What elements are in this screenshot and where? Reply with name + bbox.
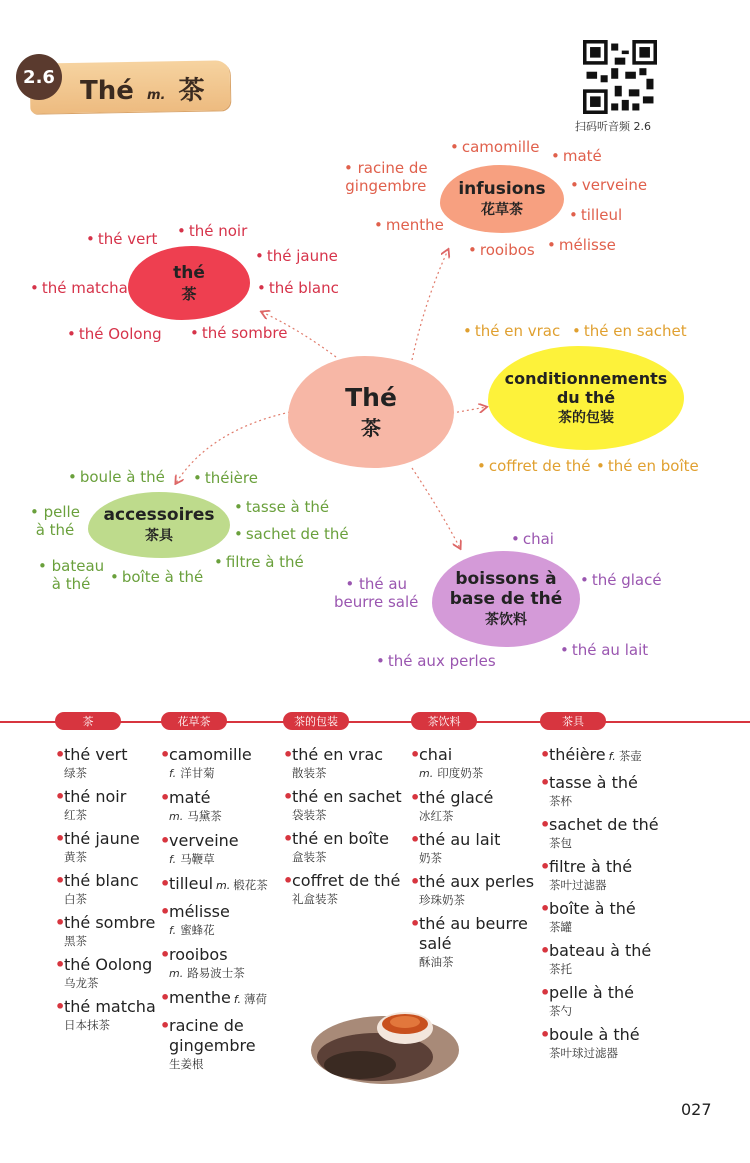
node-bois-zh: 茶饮料 bbox=[485, 612, 527, 628]
vocab-item: • thé vert 绿茶 bbox=[55, 745, 128, 780]
center-zh: 茶 bbox=[361, 416, 381, 440]
vocab-fr: thé au beurre bbox=[419, 914, 528, 933]
vocab-item: • thé noir 红茶 bbox=[55, 787, 127, 822]
vocab-item: • chai m. 印度奶茶 bbox=[410, 745, 484, 780]
vocab-gender: m. bbox=[169, 967, 184, 980]
vocab-item: • camomille f. 洋甘菊 bbox=[160, 745, 252, 780]
map-word-racine: • racine de gingembre bbox=[344, 159, 428, 195]
vocab-fr: thé jaune bbox=[64, 829, 140, 848]
category-header: 茶 bbox=[55, 712, 121, 730]
map-word: • boule à thé bbox=[68, 468, 165, 486]
vocab-fr: thé aux perles bbox=[419, 872, 535, 891]
category-header: 茶饮料 bbox=[411, 712, 477, 730]
map-word: • thé jaune bbox=[255, 247, 338, 265]
vocab-column bbox=[55, 745, 156, 1039]
map-word: • mélisse bbox=[547, 236, 616, 254]
vocab-column bbox=[160, 745, 268, 1078]
connector-infusions bbox=[412, 250, 448, 360]
vocab-fr: tasse à thé bbox=[549, 773, 638, 792]
category-header: 茶具 bbox=[540, 712, 606, 730]
vocab-fr: bateau à thé bbox=[549, 941, 652, 960]
vocab-fr: thé en boîte bbox=[292, 829, 389, 848]
vocab-zh: 茶罐 bbox=[549, 920, 572, 934]
node-boissons bbox=[432, 551, 580, 647]
connector-conditionnements bbox=[452, 407, 486, 413]
vocab-fr-line2: salé bbox=[419, 934, 452, 953]
vocab-item: • maté m. 马黛茶 bbox=[160, 788, 222, 823]
map-word: • verveine bbox=[570, 176, 647, 194]
vocab-fr: racine de bbox=[169, 1016, 244, 1035]
vocab-zh: 酥油茶 bbox=[419, 955, 454, 969]
page-number: 027 bbox=[681, 1100, 712, 1119]
vocab-gender: f. bbox=[233, 993, 242, 1006]
vocab-zh: 袋装茶 bbox=[292, 808, 327, 822]
map-word: • thé en vrac bbox=[463, 322, 560, 340]
vocab-fr: mélisse bbox=[169, 902, 230, 921]
vocab-item: • thé glacé 冰红茶 bbox=[410, 788, 494, 823]
vocab-item: • rooibos m. 路易波士茶 bbox=[160, 945, 245, 980]
vocab-gender: m. bbox=[419, 767, 434, 780]
vocab-column bbox=[540, 745, 659, 1067]
vocab-item: • théière f. 茶壶 bbox=[540, 745, 642, 764]
vocab-zh: 日本抹茶 bbox=[64, 1018, 110, 1032]
vocab-item: • thé aux perles 珍珠奶茶 bbox=[410, 872, 535, 907]
map-word: • thé matcha bbox=[30, 279, 128, 297]
vocab-item: • tasse à thé 茶杯 bbox=[540, 773, 638, 808]
map-word-bateau: • bateau à thé bbox=[38, 557, 105, 593]
vocab-fr: thé Oolong bbox=[64, 955, 153, 974]
vocab-item: • filtre à thé 茶叶过滤器 bbox=[540, 857, 633, 892]
vocab-fr: camomille bbox=[169, 745, 252, 764]
vocab-zh: 礼盒装茶 bbox=[292, 892, 338, 906]
qr-caption: 扫码听音频 2.6 bbox=[575, 120, 651, 133]
map-word: • thé en boîte bbox=[596, 457, 699, 475]
vocab-zh: 茶壶 bbox=[618, 749, 642, 763]
node-accessoires bbox=[88, 492, 230, 558]
vocab-fr: maté bbox=[169, 788, 211, 807]
vocab-item: • thé blanc 白茶 bbox=[55, 871, 139, 906]
center-node bbox=[288, 356, 454, 468]
vocab-fr: rooibos bbox=[169, 945, 228, 964]
map-word: • thé noir bbox=[177, 222, 247, 240]
vocab-gender: f. bbox=[169, 853, 177, 866]
vocab-gender: f. bbox=[169, 767, 177, 780]
vocab-item: • verveine f. 马鞭草 bbox=[160, 831, 239, 866]
title-gender: m. bbox=[146, 88, 166, 103]
vocab-zh: 马鞭草 bbox=[180, 852, 215, 866]
map-word: • thé sombre bbox=[190, 324, 287, 342]
node-bois-fr2: base de thé bbox=[449, 589, 563, 609]
vocab-item: • menthe f. 薄荷 bbox=[160, 988, 268, 1007]
vocab-item: • tilleul m. 椴花茶 bbox=[160, 874, 268, 893]
map-word: • thé vert bbox=[86, 230, 157, 248]
vocab-zh: 路易波士茶 bbox=[187, 966, 245, 980]
vocab-zh: 茶勺 bbox=[549, 1004, 572, 1018]
title-fr: Thé bbox=[80, 76, 134, 106]
vocab-zh: 茶叶过滤器 bbox=[549, 878, 607, 892]
vocab-fr: thé glacé bbox=[419, 788, 494, 807]
vocab-zh: 生姜根 bbox=[169, 1057, 204, 1071]
vocab-item: • thé au lait 奶茶 bbox=[410, 830, 501, 865]
node-infusions-fr: infusions bbox=[458, 179, 546, 199]
map-word: • maté bbox=[551, 147, 602, 165]
vocab-item: • racine de gingembre 生姜根 bbox=[169, 1016, 268, 1072]
map-word: • tilleul bbox=[569, 206, 622, 224]
vocab-zh: 茶包 bbox=[549, 836, 572, 850]
map-word: • thé Oolong bbox=[67, 325, 162, 343]
vocab-gender: f. bbox=[608, 750, 616, 763]
vocab-gender: f. bbox=[169, 924, 177, 937]
vocab-item: • bateau à thé 茶托 bbox=[540, 941, 652, 976]
vocab-zh: 马黛茶 bbox=[187, 809, 222, 823]
vocab-column bbox=[283, 745, 402, 913]
vocab-fr: thé en sachet bbox=[292, 787, 402, 806]
vocab-item: • thé sombre 黑茶 bbox=[55, 913, 156, 948]
vocab-fr: chai bbox=[419, 745, 453, 764]
node-conditionnements bbox=[488, 346, 684, 450]
map-word: • thé glacé bbox=[580, 571, 662, 589]
node-infusions-zh: 花草茶 bbox=[481, 202, 523, 218]
vocab-fr-line2: gingembre bbox=[169, 1036, 256, 1055]
map-word-beurre: • thé au beurre salé bbox=[334, 575, 419, 611]
vocab-fr: thé matcha bbox=[64, 997, 156, 1016]
vocab-item: • thé en boîte 盒装茶 bbox=[283, 829, 389, 864]
vocab-fr: verveine bbox=[169, 831, 239, 850]
vocab-zh: 椴花茶 bbox=[233, 878, 268, 892]
vocab-item: • thé en vrac 散装茶 bbox=[283, 745, 384, 780]
vocab-zh: 冰红茶 bbox=[419, 809, 454, 823]
vocab-item: • thé Oolong 乌龙茶 bbox=[55, 955, 153, 990]
vocab-fr: tilleul bbox=[169, 874, 214, 893]
vocab-fr: boule à thé bbox=[549, 1025, 640, 1044]
vocab-zh: 洋甘菊 bbox=[180, 766, 215, 780]
node-acc-fr: accessoires bbox=[103, 505, 215, 525]
map-word: • théière bbox=[193, 469, 258, 487]
vocab-zh: 红茶 bbox=[64, 808, 87, 822]
vocab-fr: thé au lait bbox=[419, 830, 501, 849]
category-header: 茶的包装 bbox=[283, 712, 349, 730]
vocab-gender: m. bbox=[216, 879, 231, 892]
vocab-fr: thé sombre bbox=[64, 913, 156, 932]
node-infusions bbox=[440, 165, 564, 233]
vocab-item: • sachet de thé 茶包 bbox=[540, 815, 659, 850]
connector-boissons bbox=[412, 468, 460, 548]
map-word: • rooibos bbox=[468, 241, 535, 259]
vocab-zh: 薄荷 bbox=[244, 992, 268, 1006]
vocab-item: • boîte à thé 茶罐 bbox=[540, 899, 636, 934]
tea-cup-image bbox=[305, 995, 465, 1090]
vocab-zh: 黄茶 bbox=[64, 850, 87, 864]
vocab-zh: 奶茶 bbox=[419, 851, 442, 865]
node-cond-fr1: conditionnements bbox=[504, 369, 668, 388]
vocab-item: • pelle à thé 茶勺 bbox=[540, 983, 634, 1018]
node-bois-fr1: boissons à bbox=[455, 569, 557, 589]
map-word: • thé blanc bbox=[257, 279, 339, 297]
vocab-item: • thé matcha 日本抹茶 bbox=[55, 997, 156, 1032]
vocab-fr: théière bbox=[549, 745, 606, 764]
vocab-fr: pelle à thé bbox=[549, 983, 634, 1002]
map-word: • boîte à thé bbox=[110, 568, 203, 586]
map-word: • sachet de thé bbox=[234, 525, 349, 543]
node-acc-zh: 茶具 bbox=[145, 528, 173, 544]
vocab-gender: m. bbox=[169, 810, 184, 823]
vocab-zh: 盒装茶 bbox=[292, 850, 327, 864]
vocab-zh: 印度奶茶 bbox=[437, 766, 484, 780]
vocab-fr: sachet de thé bbox=[549, 815, 659, 834]
vocab-zh: 蜜蜂花 bbox=[180, 923, 215, 937]
category-header: 花草茶 bbox=[161, 712, 227, 730]
vocab-fr: boîte à thé bbox=[549, 899, 636, 918]
vocab-item: • thé jaune 黄茶 bbox=[55, 829, 140, 864]
map-word: • thé au lait bbox=[560, 641, 648, 659]
map-word: • menthe bbox=[374, 216, 444, 234]
vocab-fr: coffret de thé bbox=[292, 871, 401, 890]
vocab-zh: 散装茶 bbox=[292, 766, 327, 780]
map-word: • camomille bbox=[450, 138, 539, 156]
section-badge: 2.6 bbox=[16, 54, 62, 100]
vocab-zh: 茶托 bbox=[549, 962, 572, 976]
vocab-zh: 茶叶球过滤器 bbox=[549, 1046, 618, 1060]
vocab-column bbox=[410, 745, 535, 976]
vocab-fr: thé en vrac bbox=[292, 745, 384, 764]
vocab-zh: 茶杯 bbox=[549, 794, 572, 808]
vocab-zh: 黑茶 bbox=[64, 934, 87, 948]
map-word: • thé aux perles bbox=[376, 652, 496, 670]
center-fr: Thé bbox=[345, 383, 397, 412]
vocab-zh: 乌龙茶 bbox=[64, 976, 99, 990]
vocab-zh: 绿茶 bbox=[64, 766, 87, 780]
map-word: • chai bbox=[511, 530, 554, 548]
vocab-item: • thé en sachet 袋装茶 bbox=[283, 787, 402, 822]
vocab-fr: thé vert bbox=[64, 745, 128, 764]
map-word: • coffret de thé bbox=[477, 457, 590, 475]
map-word: • thé en sachet bbox=[572, 322, 687, 340]
vocab-item: • boule à thé 茶叶球过滤器 bbox=[540, 1025, 640, 1060]
vocab-item: • coffret de thé 礼盒装茶 bbox=[283, 871, 401, 906]
node-cond-zh: 茶的包装 bbox=[558, 410, 614, 426]
vocab-fr: thé noir bbox=[64, 787, 127, 806]
map-word: • tasse à thé bbox=[234, 498, 329, 516]
vocab-zh: 白茶 bbox=[64, 892, 87, 906]
vocab-item: • mélisse f. 蜜蜂花 bbox=[160, 902, 230, 937]
node-cond-fr2: du thé bbox=[556, 388, 616, 407]
vocab-fr: filtre à thé bbox=[549, 857, 633, 876]
map-word: • filtre à thé bbox=[214, 553, 304, 571]
node-the-fr: thé bbox=[173, 262, 205, 283]
vocab-fr: menthe bbox=[169, 988, 231, 1007]
map-word-pelle: • pelle à thé bbox=[30, 503, 80, 539]
vocab-item: • thé au beurre salé 酥油茶 bbox=[419, 914, 534, 970]
node-the-zh: 茶 bbox=[181, 284, 197, 303]
title-zh: 茶 bbox=[178, 76, 205, 106]
vocab-fr: thé blanc bbox=[64, 871, 139, 890]
vocab-zh: 珍珠奶茶 bbox=[419, 893, 465, 907]
